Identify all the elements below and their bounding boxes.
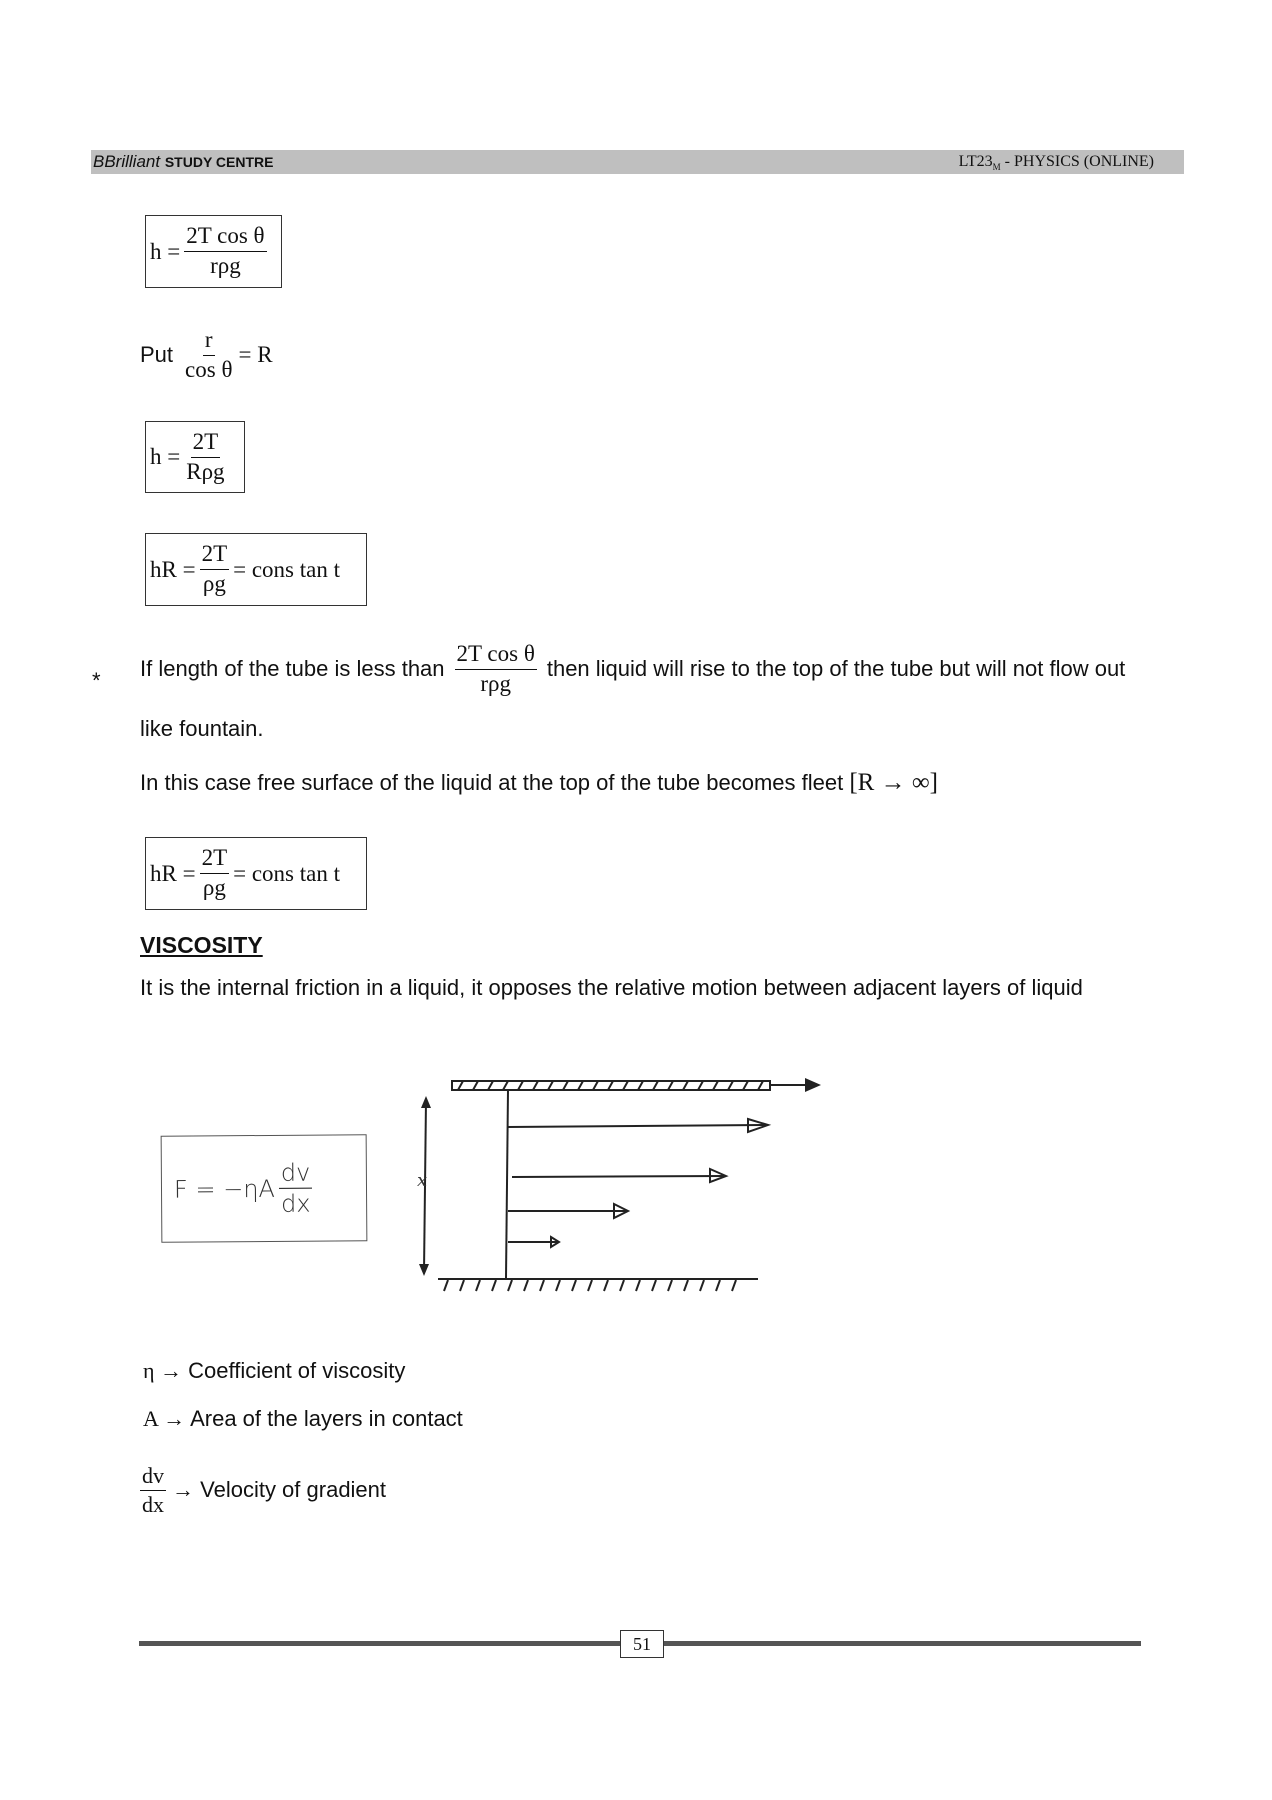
equation-box-3: [145, 533, 367, 606]
case-bracket: [R → ∞]: [849, 769, 938, 796]
top-plate-hatch: [458, 1081, 763, 1090]
denominator: rρg: [210, 253, 241, 278]
case-text: In this case free surface of the liquid at the top of the tube becomes fleet: [140, 770, 844, 795]
course-sub: M: [992, 162, 1001, 173]
arrowhead: [805, 1078, 821, 1092]
denominator: rρg: [480, 670, 511, 696]
formula-lhs: F = −ηA: [173, 1174, 276, 1204]
definition-eta: [143, 1358, 405, 1384]
eq-lhs: h =: [150, 238, 181, 264]
fraction: [455, 640, 537, 699]
viscosity-definition: It is the internal friction in a liquid, it opposes the relative motion between adjacent layers of liquid: [140, 975, 1083, 1000]
viscosity-flow-diagram: [400, 1060, 840, 1300]
denominator: dx: [142, 1491, 164, 1517]
fraction: [200, 540, 230, 599]
numerator: 2T: [191, 428, 221, 458]
eq-rhs: = cons tan t: [233, 556, 340, 582]
equation-box-2: [145, 421, 245, 493]
def-text: Velocity of gradient: [200, 1477, 387, 1502]
equation-box-1: [145, 215, 282, 288]
brand-name: BBrilliant: [93, 152, 161, 171]
brand: [93, 152, 273, 172]
bullet-text-after: then liquid will rise to the top of the tube but will not flow out: [546, 656, 1126, 682]
definition-gradient: [140, 1462, 386, 1518]
def-symbol: η →: [143, 1358, 183, 1383]
numerator: dv: [279, 1158, 313, 1189]
eq-lhs: hR =: [150, 860, 196, 886]
put-rhs: = R: [238, 342, 273, 368]
denominator: dx: [280, 1189, 311, 1218]
denominator: Rρg: [186, 458, 225, 484]
bullet-continuation: like fountain.: [140, 716, 264, 741]
bullet-line: [140, 640, 1125, 699]
reference-line: [506, 1090, 508, 1278]
numerator: r: [203, 326, 215, 356]
numerator: 2T: [200, 540, 230, 570]
course-code: LT23: [958, 153, 993, 170]
def-text: Coefficient of viscosity: [188, 1358, 406, 1383]
arrow: →: [172, 1477, 194, 1502]
definition-area: [143, 1406, 463, 1432]
def-text: Area of the layers in contact: [190, 1406, 463, 1431]
section-heading: VISCOSITY: [140, 932, 263, 958]
numerator: dv: [140, 1462, 166, 1491]
put-line: [140, 326, 273, 385]
velocity-arrow-2: [512, 1176, 726, 1177]
fraction: [184, 222, 266, 281]
fraction: [200, 844, 230, 903]
equation-box-4: [145, 837, 367, 910]
fraction: [183, 326, 234, 385]
velocity-arrow-1: [508, 1125, 768, 1127]
put-label: Put: [140, 342, 174, 368]
numerator: 2T cos θ: [455, 640, 537, 670]
def-symbol: A →: [143, 1406, 186, 1431]
axis-label-x: x: [417, 1170, 428, 1191]
formula-fraction: [279, 1158, 313, 1219]
eq-lhs: hR =: [150, 556, 196, 582]
formula-sketch-box: [161, 1134, 368, 1242]
fraction: [184, 428, 226, 487]
course-title: [959, 153, 1154, 172]
numerator: 2T: [200, 844, 230, 874]
bullet-star: *: [92, 668, 101, 693]
numerator: 2T cos θ: [184, 222, 266, 252]
eq-rhs: = cons tan t: [233, 860, 340, 886]
fraction: [140, 1462, 166, 1518]
denominator: ρg: [202, 875, 226, 900]
bullet-text-before: If length of the tube is less than: [140, 656, 445, 682]
case-line: [140, 769, 938, 797]
bottom-plate-hatch: [444, 1280, 736, 1291]
course-subject: - PHYSICS (ONLINE): [1000, 153, 1154, 170]
brand-suffix: STUDY CENTRE: [164, 154, 274, 170]
page-number: 51: [620, 1630, 664, 1658]
denominator: cos θ: [185, 356, 233, 382]
eq-lhs: h =: [150, 444, 181, 469]
denominator: ρg: [202, 571, 226, 596]
header-bar: [91, 150, 1184, 174]
